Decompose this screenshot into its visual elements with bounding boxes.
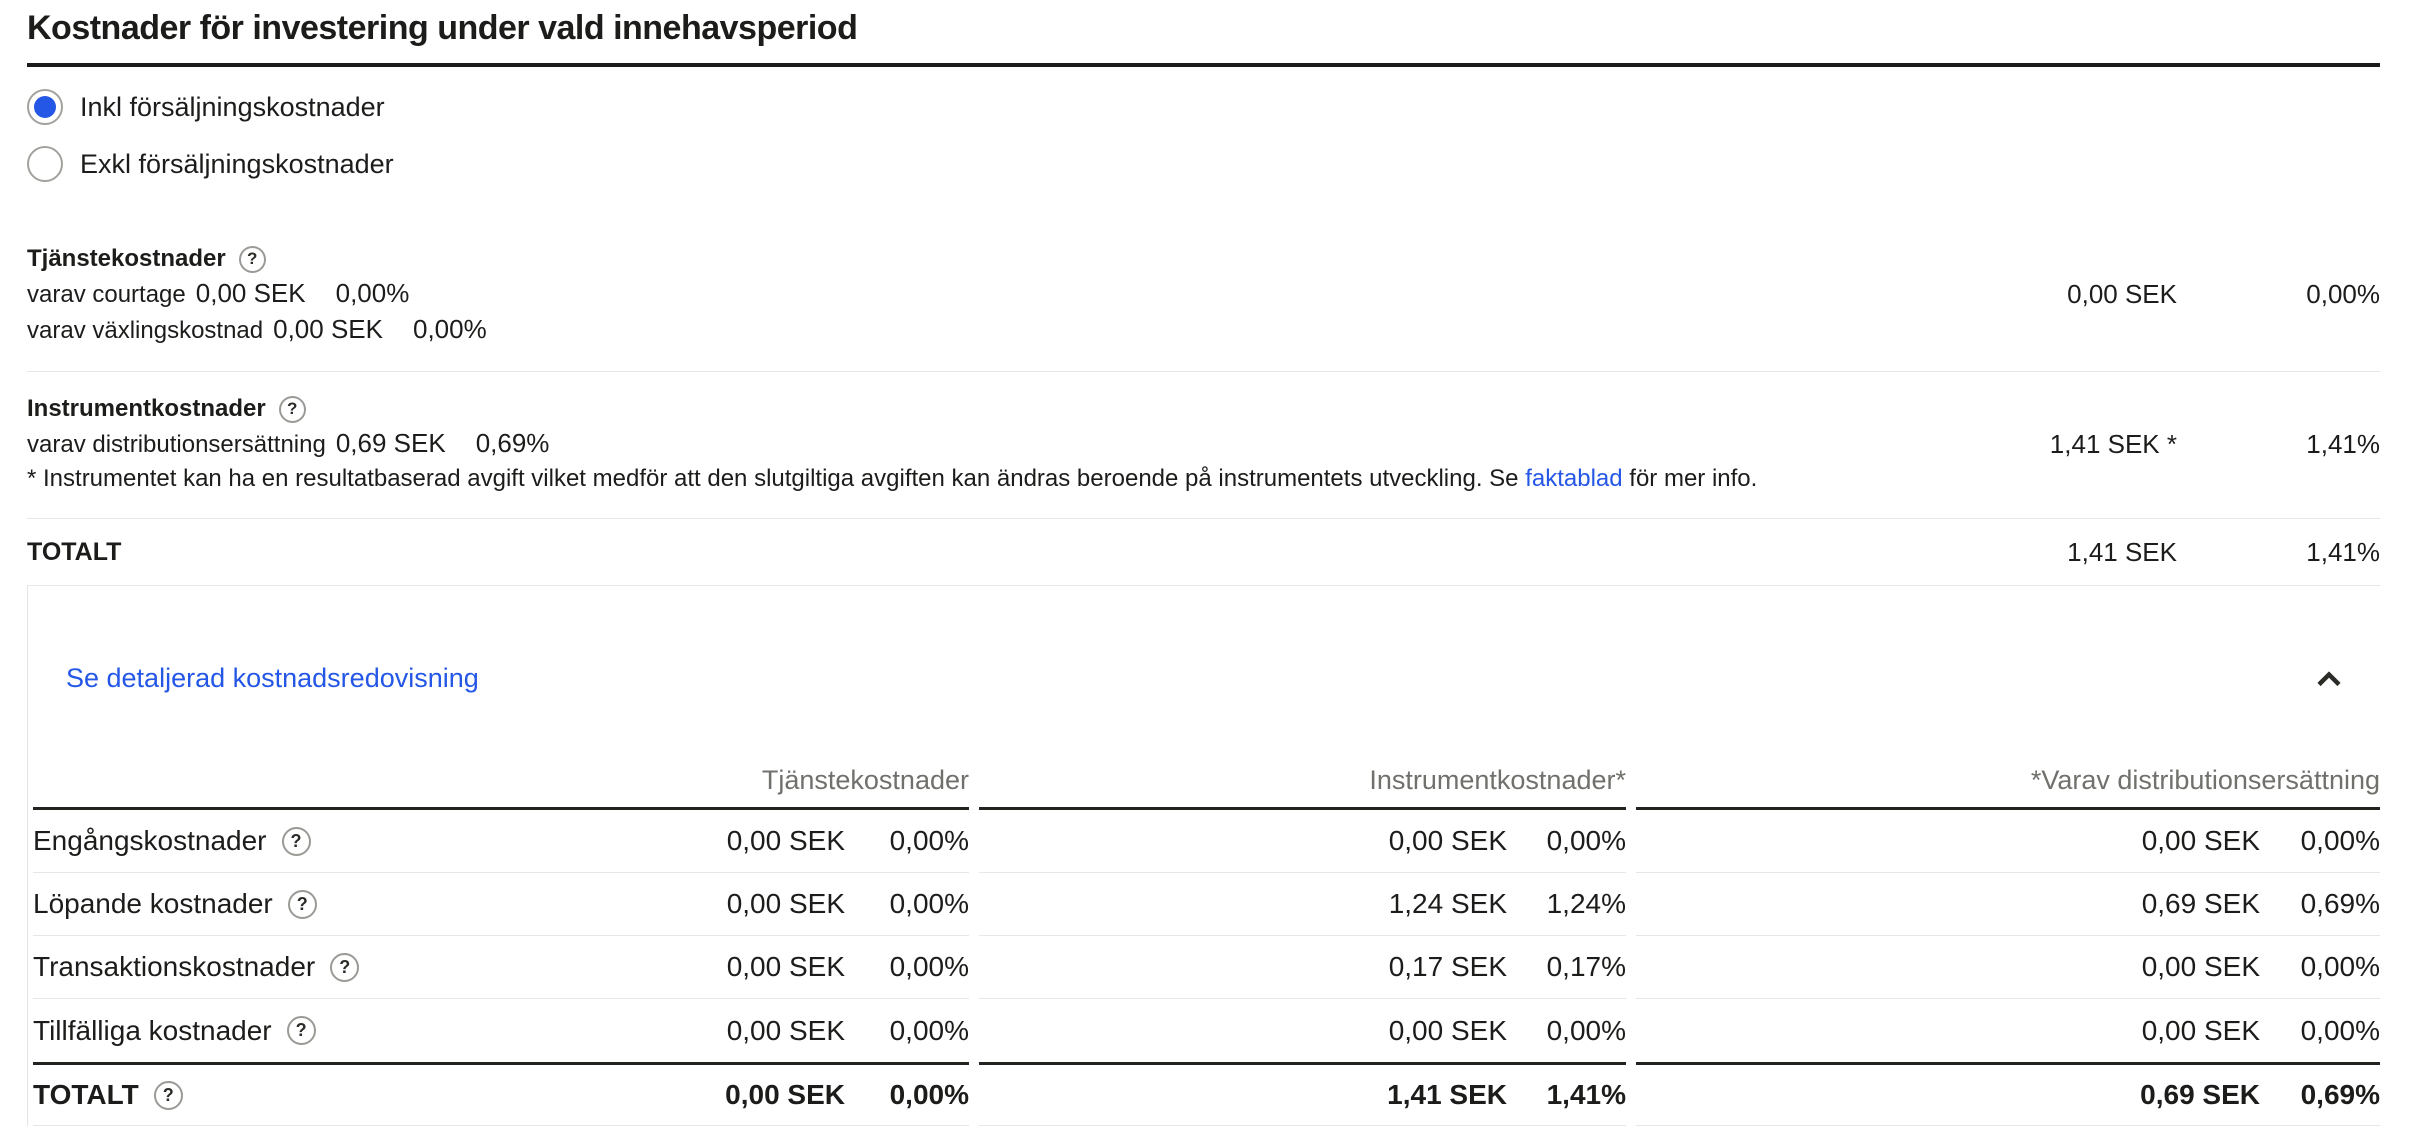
distribution-percent: 0,69% [475,428,550,458]
footnote-text-before: * Instrumentet kan ha en resultatbaserad avgift vilket medför att den slutgiltiga avgiften kan ändras beroende på instrumentets utveckling. Se [27,465,1526,492]
summary-total-amount: 1,41 SEK [2067,537,2177,567]
table-row-transaction-costs [33,936,2380,999]
cell-value: 0,00 SEK [726,951,845,982]
instrument-costs-section [27,372,2380,519]
performance-fee-footnote [27,462,1977,495]
instrument-costs-title: Instrumentkostnader [27,395,266,422]
detail-table [33,765,2380,1126]
row-label: Löpande kostnader [33,888,273,919]
radio-incl-label: Inkl försäljningskostnader [80,91,385,122]
help-icon[interactable]: ? [287,1016,316,1045]
cell-value: 0,69% [2300,888,2380,919]
instrument-costs-amount: 1,41 SEK * [2049,429,2177,459]
row-label: Engångskostnader [33,825,267,856]
cell-value: 1,41% [1546,1079,1626,1110]
cell-value: 0,00% [889,951,969,982]
cell-value: 0,00% [889,825,969,856]
detail-panel [27,586,2380,1126]
cell-value: 0,00% [1546,825,1626,856]
cell-value: 0,69 SEK [2140,1079,2260,1110]
courtage-label: varav courtage [27,281,186,308]
help-icon[interactable]: ? [239,246,266,273]
summary-total-percent: 1,41% [2306,537,2380,567]
service-costs-title: Tjänstekostnader [27,245,226,272]
page-title: Kostnader för investering under vald innehavsperiod [27,0,2380,67]
help-icon[interactable]: ? [154,1081,183,1110]
row-label: Transaktionskostnader [33,951,316,982]
sales-costs-radio-group [27,89,2380,182]
cell-value: 1,24 SEK [1388,888,1507,919]
exchange-cost-percent: 0,00% [412,314,487,344]
cell-value: 0,00% [2300,825,2380,856]
cell-value: 0,00 SEK [726,1014,845,1046]
footnote-text-after: för mer info. [1622,465,1758,492]
radio-excl-label: Exkl försäljningskostnader [80,148,394,179]
service-costs-section [27,203,2380,372]
header-instrument-costs: Instrumentkostnader* [979,765,1626,810]
exchange-cost-label: varav växlingskostnad [27,317,264,344]
faktablad-link[interactable]: faktablad [1525,465,1623,492]
cell-value: 0,00% [889,1014,969,1046]
table-row-total [33,1062,2380,1126]
cell-value: 0,17 SEK [1388,951,1507,982]
summary-total-label: TOTALT [27,538,122,566]
summary-total-row [27,519,2380,586]
courtage-percent: 0,00% [335,278,410,308]
courtage-amount: 0,00 SEK [195,278,306,308]
radio-incl-sales-costs[interactable] [27,89,2380,125]
cell-value: 0,00% [2300,1014,2380,1046]
cell-value: 0,00% [1546,1014,1626,1046]
cell-value: 0,00 SEK [726,825,845,856]
row-label: Tillfälliga kostnader [33,1014,272,1046]
cell-value: 0,00 SEK [1388,825,1507,856]
cell-value: 0,17% [1546,951,1626,982]
radio-excl-sales-costs[interactable] [27,146,2380,182]
cell-value: 0,00 SEK [726,888,845,919]
help-icon[interactable]: ? [279,396,306,423]
distribution-label: varav distributionsersättning [27,431,326,458]
cell-value: 0,00 SEK [1388,1014,1507,1046]
header-service-costs: Tjänstekostnader [33,765,969,810]
cell-value: 0,00% [889,888,969,919]
detail-toggle-row [33,586,2380,694]
cell-value: 0,69 SEK [2141,888,2260,919]
table-row-one-off-costs [33,810,2380,873]
detail-toggle-link[interactable]: Se detaljerad kostnadsredovisning [66,663,479,693]
service-costs-amount: 0,00 SEK [2067,279,2177,309]
radio-unselected-icon [27,146,63,182]
radio-selected-icon [27,89,63,125]
table-row-ongoing-costs [33,873,2380,936]
cell-value: 0,00 SEK [2141,825,2260,856]
cell-value: 0,00% [889,1079,969,1110]
help-icon[interactable]: ? [330,953,359,982]
cell-value: 0,69% [2300,1079,2380,1110]
costs-section [27,0,2380,1126]
help-icon[interactable]: ? [282,827,311,856]
header-distribution: *Varav distributionsersättning [1636,765,2380,810]
cell-value: 1,41 SEK [1387,1079,1507,1110]
cell-value: 0,00 SEK [725,1079,845,1110]
chevron-up-icon [2316,675,2342,690]
service-costs-percent: 0,00% [2306,279,2380,309]
instrument-costs-percent: 1,41% [2306,429,2380,459]
help-icon[interactable]: ? [288,890,317,919]
exchange-cost-amount: 0,00 SEK [273,314,383,344]
cell-value: 1,24% [1546,888,1626,919]
detail-table-header [33,765,2380,810]
cell-value: 0,00 SEK [2141,1014,2260,1046]
table-row-incidental-costs [33,999,2380,1062]
distribution-amount: 0,69 SEK [335,428,446,458]
total-row-label: TOTALT [33,1079,139,1110]
cell-value: 0,00 SEK [2141,951,2260,982]
collapse-button[interactable] [2316,671,2342,687]
cell-value: 0,00% [2300,951,2380,982]
